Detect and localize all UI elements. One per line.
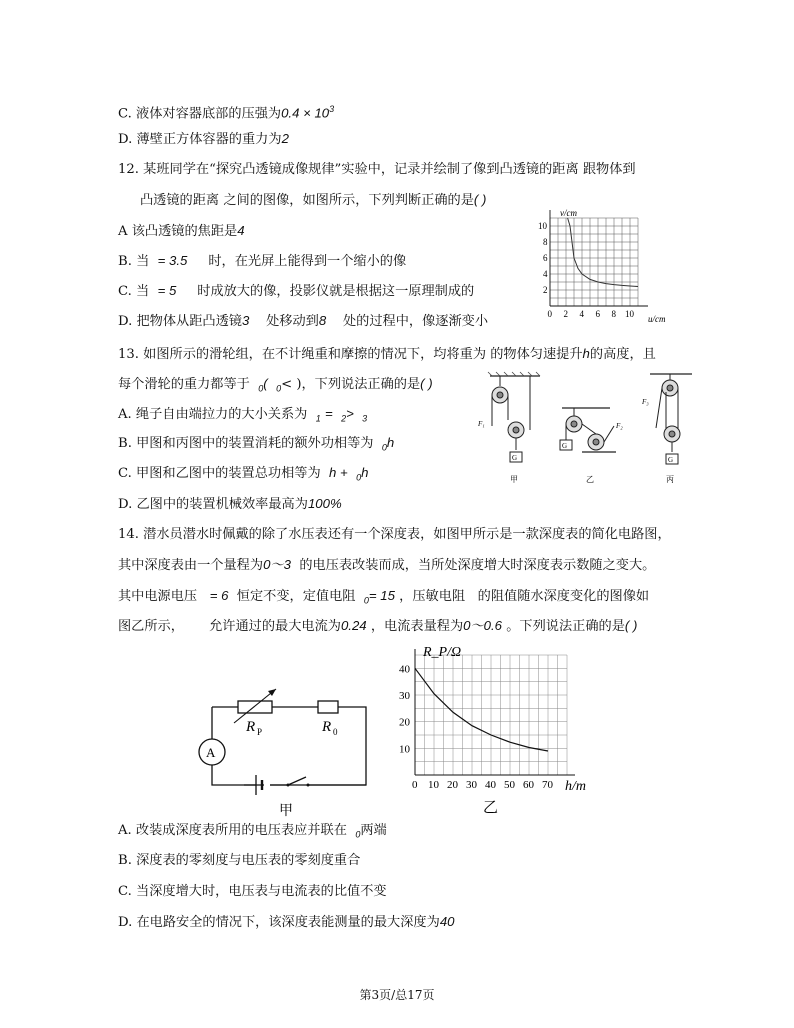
depth-gauge-circuit (190, 685, 380, 820)
rp-y-tick: 30 (399, 690, 410, 702)
rp-x-tick: 0 (412, 779, 418, 791)
pulley-figure (470, 368, 710, 488)
svg-text:G: G (668, 456, 674, 464)
pulley-bing (641, 374, 692, 484)
svg-text:F₁: F₁ (478, 420, 485, 428)
rp-x-tick: 30 (466, 779, 477, 791)
pulley-yi (560, 408, 623, 484)
q12-option-c: C. 当 = 5 时成放大的像，投影仪就是根据这一原理制成的 (118, 283, 475, 299)
q13-option-d: D. 乙图中的装置机械效率最高为100% (118, 496, 342, 512)
svg-text:G: G (562, 442, 568, 450)
rp-chart-caption: 乙 (483, 800, 499, 816)
q12-option-b: B. 当 = 3.5 时，在光屏上能得到一个缩小的像 (118, 253, 407, 269)
lens-y-tick: 8 (543, 237, 548, 247)
lens-image-distance-chart (530, 206, 680, 326)
q14-option-b: B. 深度表的零刻度与电压表的零刻度重合 (118, 853, 361, 868)
q11-option-c: C. 液体对容器底部的压强为$0.4 \times 10^3$ (118, 104, 335, 122)
lens-y-tick: 10 (538, 221, 547, 231)
rp-y-tick: 10 (399, 743, 410, 756)
q12-stem-line2: 凸透镜的距离 之间的图像，如图所示，下列判断正确的是( ) (140, 192, 487, 208)
lens-x-axis-label: u/cm (648, 314, 666, 324)
lens-y-tick: 2 (543, 285, 548, 295)
lens-x-tick: 4 (579, 309, 584, 319)
svg-text:P: P (257, 727, 263, 737)
lens-x-tick: 0 (547, 309, 552, 319)
rp-x-tick: 10 (428, 779, 439, 791)
q14-stem-line2: 其中深度表由一个量程为0～3 的电压表改装而成，当所处深度增大时深度表示数随之变大。 (118, 557, 656, 573)
rp-x-tick: 50 (504, 779, 515, 791)
svg-text:0: 0 (333, 727, 338, 737)
svg-text:F₂: F₂ (616, 422, 623, 430)
svg-text:丙: 丙 (666, 475, 674, 484)
svg-text:G: G (512, 454, 518, 462)
rp-y-axis-label: R_P/Ω (423, 645, 462, 660)
pulley-jia (477, 372, 540, 484)
q12-option-d: D. 把物体从距凸透镜3 处移动到8 处的过程中，像逐渐变小 (118, 313, 489, 329)
lens-y-axis-label: v/cm (560, 208, 577, 218)
q12-stem-line1: 12. 某班同学在“探究凸透镜成像规律”实验中，记录并绘制了像到凸透镜的距离 跟物体到 (118, 162, 636, 177)
q14-stem-line1: 14. 潜水员潜水时佩戴的除了水压表还有一个深度表，如图甲所示是一款深度表的简化电路图， (118, 527, 671, 542)
rp-x-tick: 60 (523, 779, 534, 791)
q13-option-b: B. 甲图和丙图中的装置消耗的额外功相等为 $_0$h (118, 435, 395, 453)
q11-option-d: D. 薄壁正方体容器的重力为2 (118, 131, 289, 147)
page-footer: 第3页/总17页 (359, 988, 435, 1002)
q12-option-a: A 该凸透镜的焦距是4 (118, 223, 245, 239)
q14-stem-line3: 其中电源电压 = 6 恒定不变，定值电阻 $_0$= 15 ，压敏电阻 的阻值随水深度变化的图像如 (118, 588, 650, 606)
q14-option-d: D. 在电路安全的情况下，该深度表能测量的最大深度为40 (118, 914, 455, 930)
svg-text:F₃: F₃ (642, 398, 649, 406)
rp-resistor (238, 701, 272, 713)
svg-text:R: R (246, 719, 256, 735)
lens-x-tick: 8 (611, 309, 616, 319)
svg-text:A: A (206, 745, 216, 760)
rp-y-tick: 40 (399, 663, 410, 676)
rp-x-tick: 40 (485, 779, 496, 791)
svg-text:R: R (322, 719, 332, 735)
rp-y-tick: 20 (399, 716, 410, 729)
rp-x-tick: 20 (447, 779, 458, 791)
q14-stem-line4: 图乙所示， 允许通过的最大电流为0.24 ，电流表量程为0～0.6 。下列说法正确的是( ) (118, 618, 638, 634)
lens-curve (568, 218, 638, 287)
lens-x-tick: 6 (595, 309, 600, 319)
svg-text:甲: 甲 (279, 804, 293, 819)
lens-y-tick: 6 (543, 253, 548, 263)
svg-text:乙: 乙 (586, 475, 594, 484)
q13-stem-line1: 13. 如图所示的滑轮组，在不计绳重和摩擦的情况下，均将重为 的物体匀速提升h的高度，且 (118, 346, 656, 362)
r0-resistor (318, 701, 338, 713)
svg-text:甲: 甲 (510, 475, 518, 484)
switch (288, 777, 306, 785)
rp-x-axis-label: h/m (565, 779, 586, 794)
lens-y-tick: 4 (543, 269, 548, 279)
q13-option-a: A. 绳子自由端拉力的大小关系为 $_1$ = $_2$> $_3$ (118, 406, 368, 424)
q14-option-c: C. 当深度增大时，电压表与电流表的比值不变 (118, 884, 387, 899)
q13-stem-line2: 每个滑轮的重力都等于 $_0$( $_0$< )，下列说法正确的是( ) (118, 376, 433, 394)
q13-option-c: C. 甲图和乙图中的装置总功相等为 h + $_0$h (118, 465, 369, 483)
q14-option-a: A. 改装成深度表所用的电压表应并联在 $_0$两端 (118, 823, 387, 840)
lens-x-tick: 10 (625, 309, 634, 319)
rp-x-tick: 70 (542, 779, 553, 791)
pressure-resistor-chart (395, 640, 605, 820)
lens-x-tick: 2 (563, 309, 568, 319)
